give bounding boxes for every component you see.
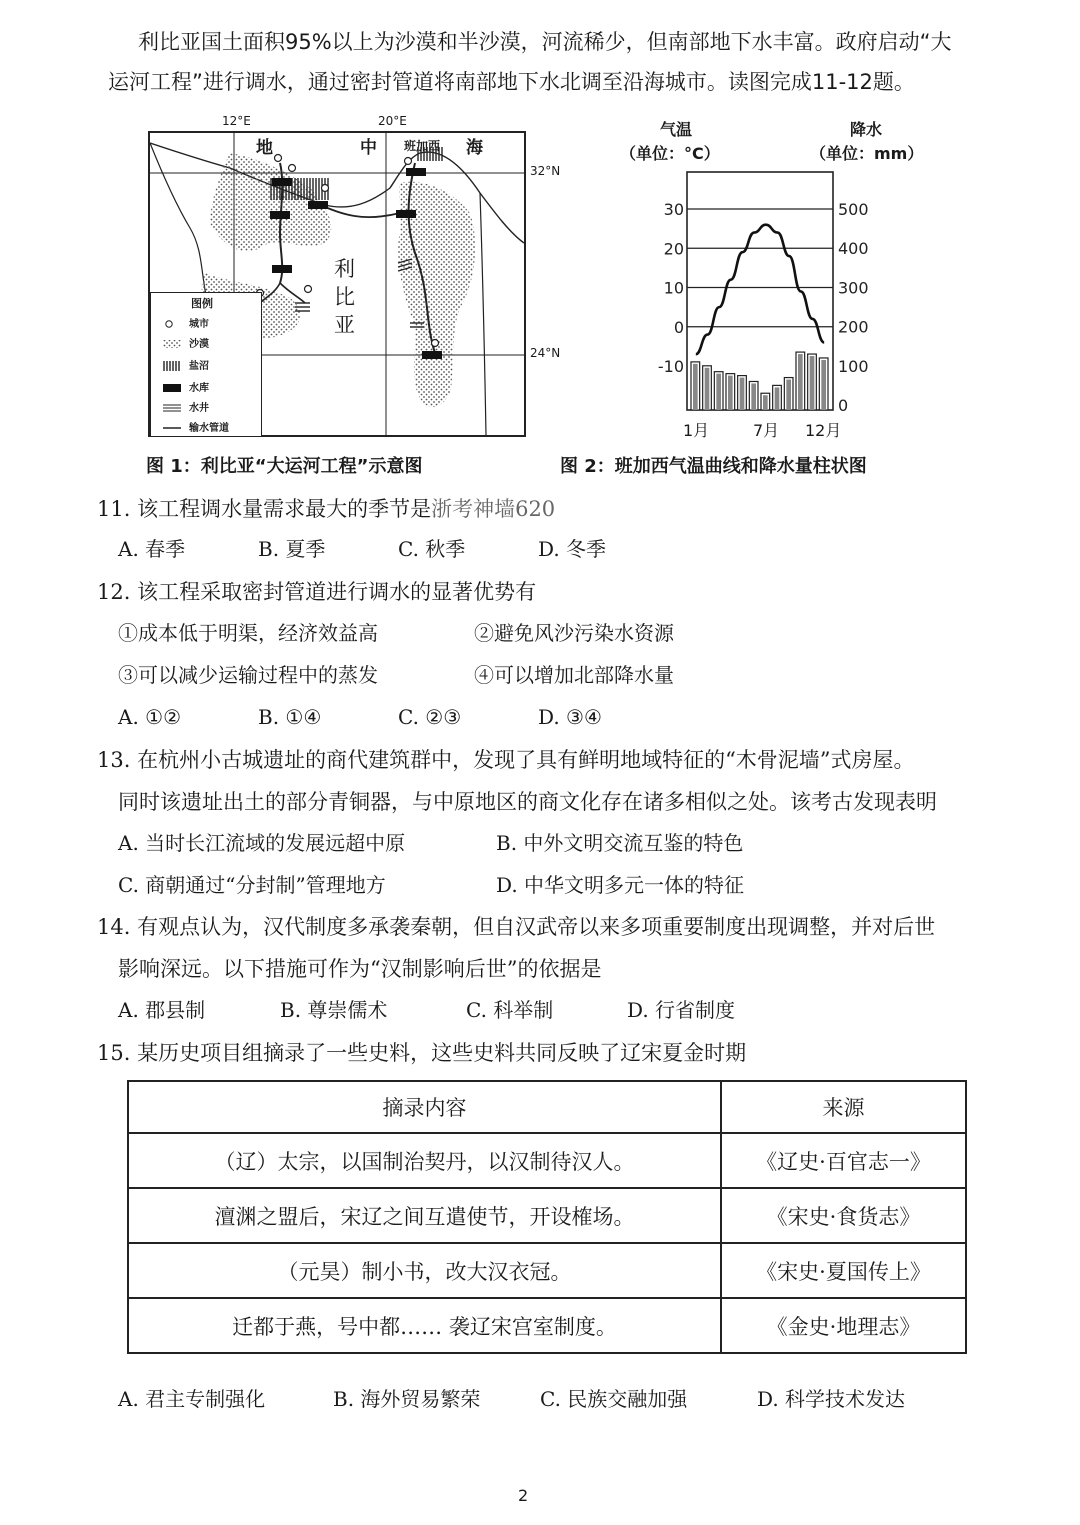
q14-option-d: D. 行省制度 xyxy=(627,998,736,1022)
q12-option-c: C. ②③ xyxy=(398,705,462,729)
legend-pipeline xyxy=(163,419,229,434)
precip-bar-fill xyxy=(798,354,803,410)
legend-desert xyxy=(163,335,209,350)
q15-option-c: C. 民族交融加强 xyxy=(540,1387,688,1411)
precip-bar-fill xyxy=(763,395,768,410)
temp-tick-label: 10 xyxy=(663,278,684,298)
q11-option-c: C. 秋季 xyxy=(398,537,466,561)
precip-bar-fill xyxy=(728,376,733,410)
reservoir-1 xyxy=(272,178,292,186)
q15-option-b: B. 海外贸易繁荣 xyxy=(333,1387,481,1411)
q12-option-a: A. ①② xyxy=(118,705,182,729)
header-content: 摘录内容 xyxy=(128,1081,721,1133)
row-2-content: 澶渊之盟后，宋辽之间互遣使节，开设榷场。 xyxy=(128,1188,721,1243)
q13-option-d: D. 中华文明多元一体的特征 xyxy=(496,873,745,897)
row-1-content: （辽）太宗，以国制治契丹，以汉制待汉人。 xyxy=(128,1133,721,1188)
month-label-jul: 7月 xyxy=(753,421,780,440)
precip-tick-label: 100 xyxy=(838,356,869,376)
row-4-source: 《金史·地理志》 xyxy=(721,1298,966,1353)
table-header-row xyxy=(128,1081,966,1133)
climate-chart xyxy=(630,165,880,440)
temp-tick-label: 20 xyxy=(663,239,684,259)
legend-reservoir xyxy=(163,379,209,394)
temperature-curve xyxy=(696,225,824,355)
q14-line-1: 14. 有观点认为，汉代制度多承袭秦朝，但自汉武帝以来多项重要制度出现调整，并对后世 xyxy=(97,915,936,939)
q14-line-2: 影响深远。以下措施可作为“汉制影响后世”的依据是 xyxy=(118,957,602,981)
reservoir-icon xyxy=(163,383,183,393)
east-border xyxy=(480,193,486,435)
intro-line-1: 利比亚国土面积95%以上为沙漠和半沙漠，河流稀少，但南部地下水丰富。政府启动“大 xyxy=(138,30,952,54)
lon-label-12e: 12°E xyxy=(222,114,251,128)
row-4-content: 迁都于燕，号中都…… 袭辽宋宫室制度。 xyxy=(128,1298,721,1353)
row-3-content: （元昊）制小书，改大汉衣冠。 xyxy=(128,1243,721,1298)
figure-1-caption: 图 1：利比亚“大运河工程”示意图 xyxy=(146,456,423,477)
q11-stem-line xyxy=(97,494,555,524)
q12-item-4: ④可以增加北部降水量 xyxy=(474,663,674,687)
reservoir-4 xyxy=(272,265,292,273)
sea-char-1: 地 xyxy=(256,138,273,158)
desert-icon xyxy=(163,339,183,349)
month-label-jan: 1月 xyxy=(683,421,710,440)
source-table xyxy=(127,1080,967,1354)
q14-option-b: B. 尊崇儒术 xyxy=(280,998,388,1022)
precip-bar-fill xyxy=(786,380,791,410)
reservoir-5 xyxy=(406,168,426,176)
temp-unit: （单位：°C） xyxy=(620,144,720,163)
temp-tick-label: -10 xyxy=(657,357,684,376)
precip-title: 降水 xyxy=(850,120,883,139)
precip-tick-label: 300 xyxy=(838,278,869,298)
lat-label-32n: 32°N xyxy=(530,164,561,178)
q11-watermark: 浙考神墙620 xyxy=(431,497,556,521)
legend-city xyxy=(163,315,209,330)
q12-stem: 12. 该工程采取密封管道进行调水的显著优势有 xyxy=(97,580,537,604)
legend-desert-label: 沙漠 xyxy=(189,339,209,350)
lon-label-20e: 20°E xyxy=(378,114,407,128)
q12-item-2: ②避免风沙污染水资源 xyxy=(474,621,674,645)
temp-tick-label: 30 xyxy=(663,200,684,219)
precip-bar-fill xyxy=(705,368,710,410)
well-icon xyxy=(163,403,183,413)
precip-tick-label: 0 xyxy=(838,396,849,415)
q12-item-3: ③可以减少运输过程中的蒸发 xyxy=(118,663,378,687)
legend-reservoir-label: 水库 xyxy=(189,383,209,394)
reservoir-3 xyxy=(270,211,290,219)
precip-unit: （单位：mm） xyxy=(810,144,924,163)
reservoir-7 xyxy=(422,351,442,359)
legend-salt xyxy=(163,357,209,372)
q15-option-a: A. 君主专制强化 xyxy=(118,1387,266,1411)
q11-option-a: A. 春季 xyxy=(118,537,186,561)
q13-option-c: C. 商朝通过“分封制”管理地方 xyxy=(118,873,386,897)
legend-well xyxy=(163,399,209,414)
reservoir-6 xyxy=(396,210,416,218)
q12-item-1: ①成本低于明渠，经济效益高 xyxy=(118,621,378,645)
sea-char-3: 海 xyxy=(466,138,483,158)
page-number: 2 xyxy=(518,1486,529,1505)
q15-option-d: D. 科学技术发达 xyxy=(757,1387,906,1411)
salt-marsh-icon xyxy=(163,361,183,371)
precip-tick-label: 400 xyxy=(838,239,869,259)
row-3-source: 《宋史·夏国传上》 xyxy=(721,1243,966,1298)
month-label-dec: 12月 xyxy=(805,421,842,440)
q12-option-b: B. ①④ xyxy=(258,705,322,729)
row-1-source: 《辽史·百官志一》 xyxy=(721,1133,966,1188)
legend-pipeline-label: 输水管道 xyxy=(189,423,229,434)
precip-bar-fill xyxy=(775,387,780,410)
temp-title: 气温 xyxy=(660,120,693,139)
precip-tick-label: 500 xyxy=(838,200,869,219)
country-char-3: 亚 xyxy=(334,313,355,337)
lat-label-24n: 24°N xyxy=(530,346,561,360)
city-icon xyxy=(163,319,183,329)
q13-option-b: B. 中外文明交流互鉴的特色 xyxy=(496,831,744,855)
table-row xyxy=(128,1243,966,1298)
q13-option-a: A. 当时长江流域的发展远超中原 xyxy=(118,831,406,855)
precip-bar-fill xyxy=(810,356,815,410)
temp-tick-label: 0 xyxy=(673,317,684,337)
precip-bar-fill xyxy=(751,383,756,410)
q14-option-c: C. 科举制 xyxy=(466,998,554,1022)
legend-well-label: 水井 xyxy=(189,403,209,414)
precip-tick-label: 200 xyxy=(838,317,869,337)
country-char-2: 比 xyxy=(334,285,355,309)
row-2-source: 《宋史·食货志》 xyxy=(721,1188,966,1243)
q15-stem: 15. 某历史项目组摘录了一些史料，这些史料共同反映了辽宋夏金时期 xyxy=(97,1041,747,1065)
legend-salt-label: 盐沼 xyxy=(189,361,209,372)
q11-option-b: B. 夏季 xyxy=(258,537,326,561)
reservoir-2 xyxy=(308,201,328,209)
map-legend xyxy=(150,292,262,437)
table-row xyxy=(128,1298,966,1353)
figure-2-caption: 图 2：班加西气温曲线和降水量柱状图 xyxy=(560,456,867,477)
country-char-1: 利 xyxy=(334,257,355,281)
q12-option-d: D. ③④ xyxy=(538,705,602,729)
precip-bar-fill xyxy=(821,360,826,410)
pipeline-icon xyxy=(163,423,183,433)
precip-bar-fill xyxy=(740,378,745,410)
q11-stem: 11. 该工程调水量需求最大的季节是 xyxy=(97,497,432,521)
legend-title: 图例 xyxy=(191,297,213,310)
intro-line-2: 运河工程”进行调水，通过密封管道将南部地下水北调至沿海城市。读图完成11-12题。 xyxy=(108,70,915,94)
header-source: 来源 xyxy=(721,1081,966,1133)
sea-char-2: 中 xyxy=(360,138,377,158)
q11-option-d: D. 冬季 xyxy=(538,537,607,561)
table-row xyxy=(128,1188,966,1243)
legend-city-label: 城市 xyxy=(189,319,209,330)
precip-bar-fill xyxy=(716,374,721,410)
precip-bar-fill xyxy=(693,364,698,410)
q14-option-a: A. 郡县制 xyxy=(118,998,206,1022)
table-row xyxy=(128,1133,966,1188)
benghazi-label: 班加西 xyxy=(404,139,441,153)
q13-line-1: 13. 在杭州小古城遗址的商代建筑群中，发现了具有鲜明地域特征的“木骨泥墙”式房屋。 xyxy=(97,748,915,772)
west-border xyxy=(150,143,210,308)
q13-line-2: 同时该遗址出土的部分青铜器，与中原地区的商文化存在诸多相似之处。该考古发现表明 xyxy=(118,790,937,814)
